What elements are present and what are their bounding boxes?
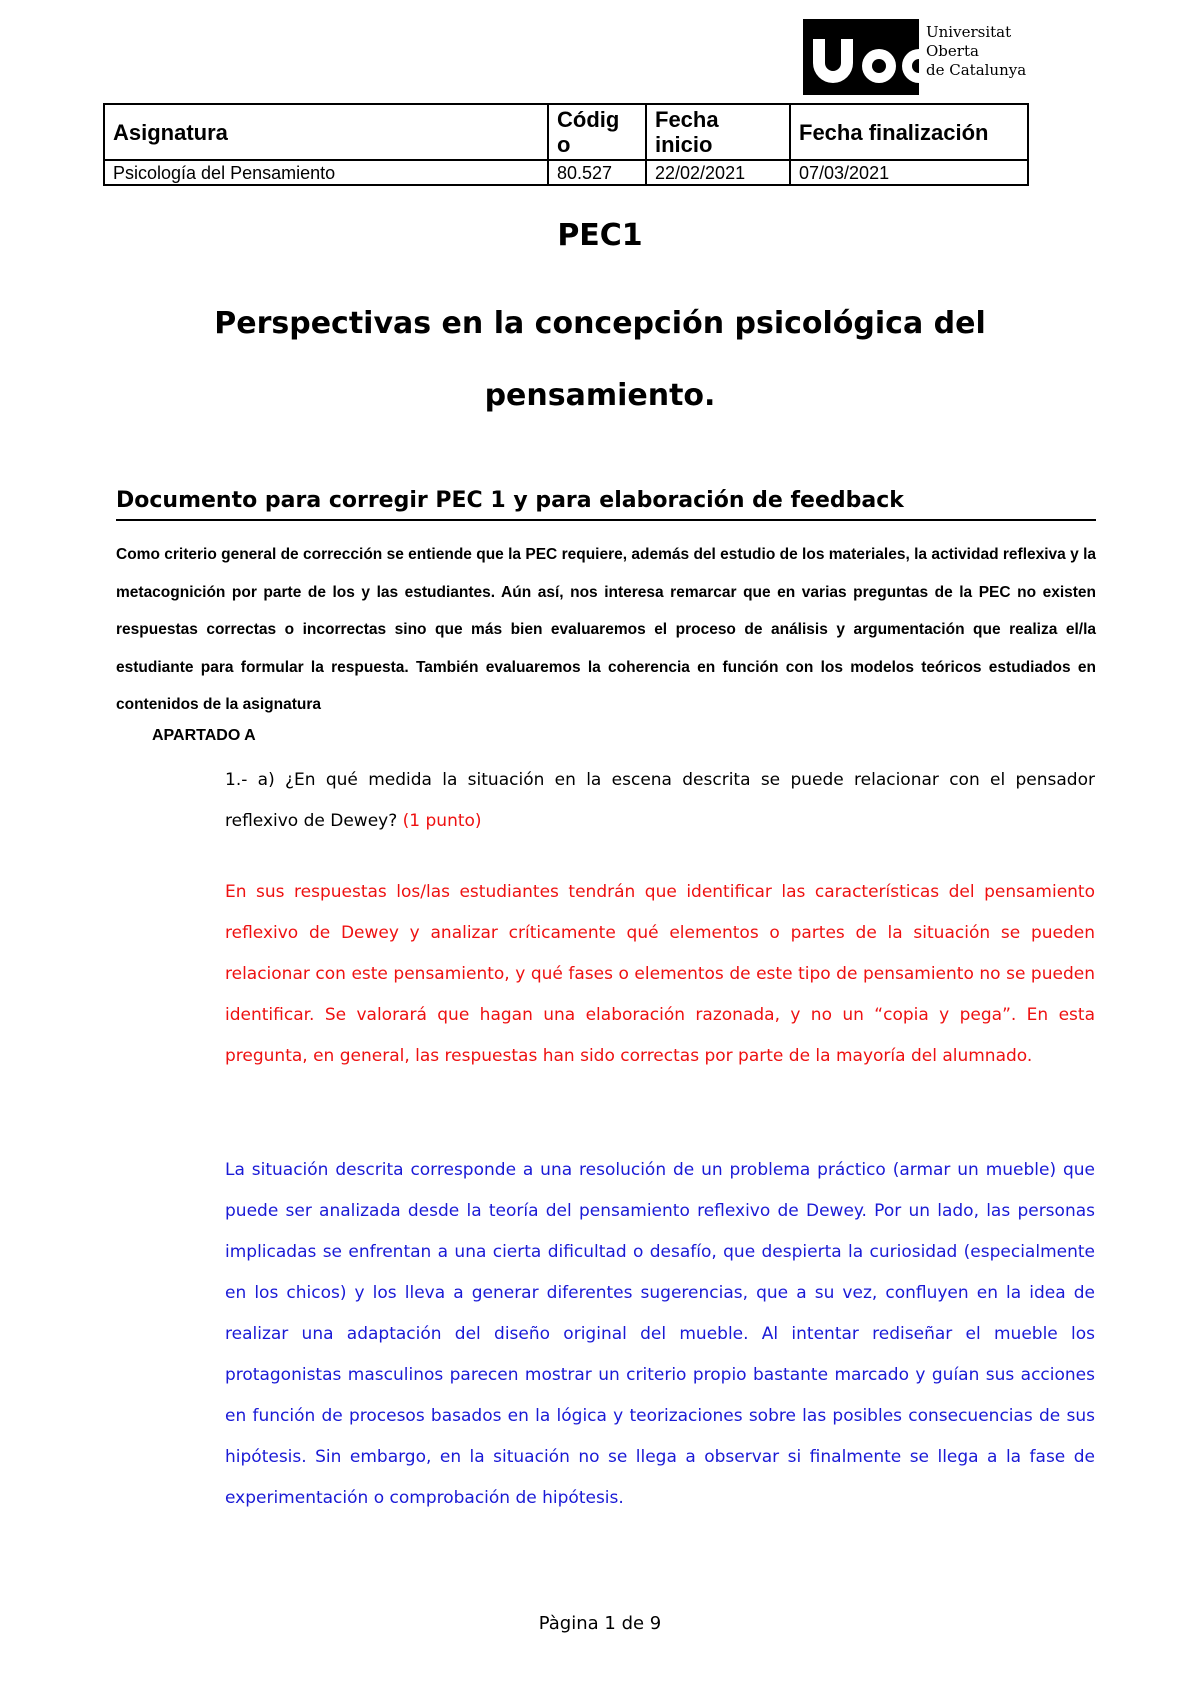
table-row xyxy=(104,160,1028,185)
cell-fecha-inicio: 22/02/2021 xyxy=(646,160,790,185)
logo-line-2: Oberta xyxy=(926,42,979,60)
correction-note: En sus respuestas los/las estudiantes tendrán que identificar las características del pensamiento reflexivo de Dewey y analizar críticamente qué elementos o partes de la situación se pueden relacionar con este pensamiento, y qué fases o elementos de este tipo de pensamiento no se pueden identificar. Se valorará que hagan una elaboración razonada, y no un “copia y pega”. En esta pregunta, en general, las respuestas han sido correctas por parte de la mayoría del alumnado. xyxy=(225,882,1095,1066)
header-fecha-inicio: Fecha inicio xyxy=(646,104,790,160)
header-fecha-finalizacion: Fecha finalización xyxy=(790,104,1028,160)
course-info-table xyxy=(103,103,1029,186)
document-title: Perspectivas en la concepción psicológica del pensamiento. xyxy=(214,306,986,413)
cell-asignatura: Psicología del Pensamiento xyxy=(104,160,548,185)
logo-line-1: Universitat xyxy=(926,23,1012,41)
uoc-logo xyxy=(803,19,1035,95)
page-footer: Pàgina 1 de 9 xyxy=(538,1613,662,1634)
table-header-row xyxy=(104,104,1028,160)
logo-line-3: de Catalunya xyxy=(926,61,1027,79)
apartado-heading: APARTADO A xyxy=(152,727,256,744)
uoc-logo-mark-icon xyxy=(803,19,919,95)
cell-fecha-finalizacion: 07/03/2021 xyxy=(790,160,1028,185)
document-code: PEC1 xyxy=(557,218,643,253)
question-1a-text: 1.- a) ¿En qué medida la situación en la escena descrita se puede relacionar con el pensador reflexivo de Dewey? xyxy=(225,770,1095,831)
cell-codigo: 80.527 xyxy=(548,160,646,185)
question-1a-points: (1 punto) xyxy=(402,811,482,831)
header-codigo: Códig o xyxy=(548,104,646,160)
header-asignatura: Asignatura xyxy=(104,104,548,160)
question-1a xyxy=(225,760,1095,842)
section-heading: Documento para corregir PEC 1 y para elaboración de feedback xyxy=(116,488,1096,521)
model-answer: La situación descrita corresponde a una resolución de un problema práctico (armar un mueble) que puede ser analizada desde la teoría del pensamiento reflexivo de Dewey. Por un lado, las personas implicadas se enfrentan a una cierta dificultad o desafío, que despierta la curiosidad (especialmente en los chicos) y los lleva a generar diferentes sugerencias, que a su vez, confluyen en la idea de realizar una adaptación del diseño original del mueble. Al intentar rediseñar el mueble los protagonistas masculinos parecen mostrar un criterio propio bastante marcado y guían sus acciones en función de procesos basados en la lógica y teorizaciones sobre las posibles consecuencias de sus hipótesis. Sin embargo, en la situación no se llega a observar si finalmente se llega a la fase de experimentación o comprobación de hipótesis. xyxy=(225,1160,1095,1508)
uoc-logo-text xyxy=(926,23,1026,80)
intro-paragraph: Como criterio general de corrección se entiende que la PEC requiere, además del estudio de los materiales, la actividad reflexiva y la metacognición por parte de los y las estudiantes. Aún así, nos interesa remarcar que en varias preguntas de la PEC no existen respuestas correctas o incorrectas sino que más bien evaluaremos el proceso de análisis y argumentación que realiza el/la estudiante para formular la respuesta. También evaluaremos la coherencia en función con los modelos teóricos estudiados en contenidos de la asignatura xyxy=(116,546,1096,713)
